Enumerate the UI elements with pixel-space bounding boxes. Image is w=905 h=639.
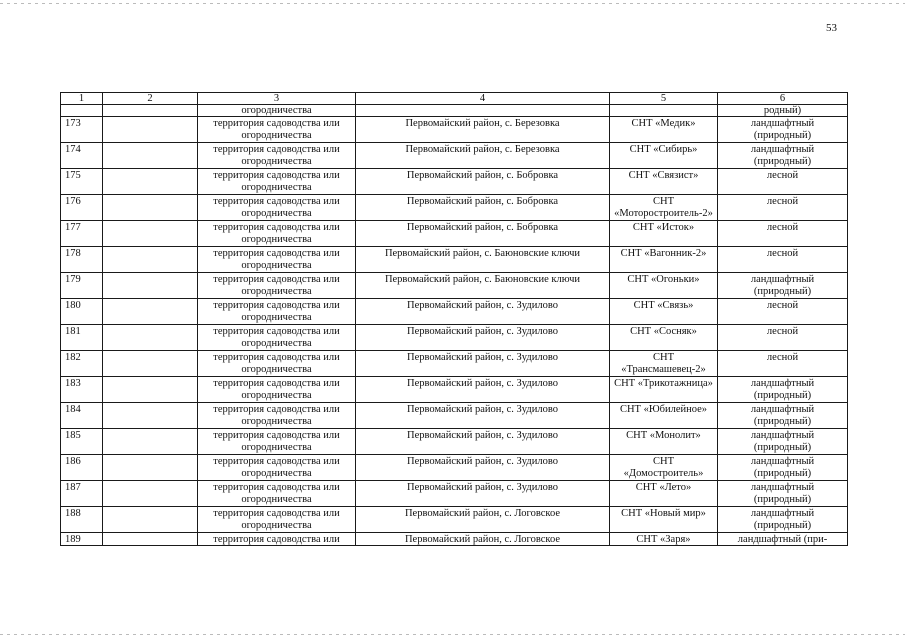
- table-row: [61, 403, 848, 429]
- row-location: Первомайский район, с. Баюновские ключи: [356, 247, 610, 273]
- table-row: [61, 507, 848, 533]
- row-location: Первомайский район, с. Березовка: [356, 117, 610, 143]
- row-name: СНТ «Монолит»: [610, 429, 718, 455]
- header-cell: 5: [610, 93, 718, 105]
- row-type: территория садоводства или огородничества: [198, 169, 356, 195]
- row-name: СНТ «Трансмашевец-2»: [610, 351, 718, 377]
- row-location: Первомайский район, с. Зудилово: [356, 351, 610, 377]
- settlements-table: [60, 92, 848, 546]
- scan-edge-top: [0, 3, 905, 4]
- continued-col2: [103, 105, 198, 117]
- row-name: СНТ «Домостроитель»: [610, 455, 718, 481]
- row-location: Первомайский район, с. Зудилово: [356, 299, 610, 325]
- row-number: 185: [61, 429, 103, 455]
- table-row: [61, 221, 848, 247]
- row-location: Первомайский район, с. Зудилово: [356, 325, 610, 351]
- row-category: лесной: [718, 221, 848, 247]
- table-row: [61, 169, 848, 195]
- row-number: 183: [61, 377, 103, 403]
- table-row: [61, 195, 848, 221]
- row-name: СНТ «Юбилейное»: [610, 403, 718, 429]
- row-location: Первомайский район, с. Зудилово: [356, 377, 610, 403]
- row-col2: [103, 117, 198, 143]
- row-location: Первомайский район, с. Бобровка: [356, 195, 610, 221]
- row-category: ландшафтный (при-: [718, 533, 848, 546]
- row-col2: [103, 403, 198, 429]
- continued-category: родный): [718, 105, 848, 117]
- header-cell: 6: [718, 93, 848, 105]
- row-col2: [103, 169, 198, 195]
- row-location: Первомайский район, с. Березовка: [356, 143, 610, 169]
- row-col2: [103, 481, 198, 507]
- row-name: СНТ «Трикотажница»: [610, 377, 718, 403]
- row-type: территория садоводства или огородничества: [198, 325, 356, 351]
- table-row: [61, 455, 848, 481]
- row-name: СНТ «Сибирь»: [610, 143, 718, 169]
- row-type: территория садоводства или огородничества: [198, 195, 356, 221]
- row-number: 180: [61, 299, 103, 325]
- row-category: ландшафтный (природный): [718, 377, 848, 403]
- row-col2: [103, 273, 198, 299]
- row-name: СНТ «Заря»: [610, 533, 718, 546]
- row-category: лесной: [718, 169, 848, 195]
- row-location: Первомайский район, с. Баюновские ключи: [356, 273, 610, 299]
- row-name: СНТ «Моторостроитель-2»: [610, 195, 718, 221]
- row-type: территория садоводства или огородничества: [198, 507, 356, 533]
- row-type: территория садоводства или огородничества: [198, 377, 356, 403]
- row-number: 188: [61, 507, 103, 533]
- row-location: Первомайский район, с. Зудилово: [356, 481, 610, 507]
- table-row: [61, 429, 848, 455]
- row-name: СНТ «Медик»: [610, 117, 718, 143]
- table-row: [61, 377, 848, 403]
- row-category: ландшафтный (природный): [718, 117, 848, 143]
- table-row: [61, 299, 848, 325]
- row-number: 174: [61, 143, 103, 169]
- page-number: 53: [826, 22, 837, 34]
- row-category: ландшафтный (природный): [718, 143, 848, 169]
- row-col2: [103, 325, 198, 351]
- row-location: Первомайский район, с. Бобровка: [356, 221, 610, 247]
- row-number: 175: [61, 169, 103, 195]
- row-type: территория садоводства или огородничества: [198, 143, 356, 169]
- row-number: 178: [61, 247, 103, 273]
- row-number: 186: [61, 455, 103, 481]
- continued-name: [610, 105, 718, 117]
- header-row: [61, 93, 848, 105]
- row-location: Первомайский район, с. Бобровка: [356, 169, 610, 195]
- row-type: территория садоводства или: [198, 533, 356, 546]
- header-cell: 1: [61, 93, 103, 105]
- row-number: 187: [61, 481, 103, 507]
- row-col2: [103, 377, 198, 403]
- row-category: лесной: [718, 351, 848, 377]
- row-location: Первомайский район, с. Логовское: [356, 507, 610, 533]
- row-col2: [103, 455, 198, 481]
- table-row: [61, 351, 848, 377]
- row-location: Первомайский район, с. Зудилово: [356, 429, 610, 455]
- table-row-partial: [61, 533, 848, 546]
- row-location: Первомайский район, с. Зудилово: [356, 403, 610, 429]
- table-row: [61, 273, 848, 299]
- row-col2: [103, 507, 198, 533]
- row-type: территория садоводства или огородничества: [198, 273, 356, 299]
- row-name: СНТ «Новый мир»: [610, 507, 718, 533]
- row-type: территория садоводства или огородничества: [198, 429, 356, 455]
- row-col2: [103, 143, 198, 169]
- row-type: территория садоводства или огородничества: [198, 403, 356, 429]
- row-number: 179: [61, 273, 103, 299]
- row-name: СНТ «Огоньки»: [610, 273, 718, 299]
- row-category: лесной: [718, 325, 848, 351]
- row-col2: [103, 195, 198, 221]
- row-category: ландшафтный (природный): [718, 507, 848, 533]
- row-type: территория садоводства или огородничества: [198, 247, 356, 273]
- row-col2: [103, 247, 198, 273]
- header-cell: 4: [356, 93, 610, 105]
- row-col2: [103, 299, 198, 325]
- continued-num: [61, 105, 103, 117]
- row-category: ландшафтный (природный): [718, 429, 848, 455]
- row-name: СНТ «Вагонник-2»: [610, 247, 718, 273]
- continued-row: [61, 105, 848, 117]
- header-cell: 3: [198, 93, 356, 105]
- row-col2: [103, 351, 198, 377]
- row-number: 176: [61, 195, 103, 221]
- row-name: СНТ «Лето»: [610, 481, 718, 507]
- row-name: СНТ «Связь»: [610, 299, 718, 325]
- row-location: Первомайский район, с. Зудилово: [356, 455, 610, 481]
- table-row: [61, 325, 848, 351]
- row-name: СНТ «Исток»: [610, 221, 718, 247]
- row-location: Первомайский район, с. Логовское: [356, 533, 610, 546]
- continued-location: [356, 105, 610, 117]
- row-number: 189: [61, 533, 103, 546]
- row-category: ландшафтный (природный): [718, 273, 848, 299]
- table-row: [61, 481, 848, 507]
- row-category: ландшафтный (природный): [718, 455, 848, 481]
- row-number: 182: [61, 351, 103, 377]
- row-type: территория садоводства или огородничества: [198, 117, 356, 143]
- row-name: СНТ «Связист»: [610, 169, 718, 195]
- table-row: [61, 247, 848, 273]
- row-category: лесной: [718, 195, 848, 221]
- row-type: территория садоводства или огородничества: [198, 299, 356, 325]
- scan-edge-bottom: [0, 634, 905, 635]
- row-category: ландшафтный (природный): [718, 403, 848, 429]
- row-type: территория садоводства или огородничества: [198, 455, 356, 481]
- table-row: [61, 143, 848, 169]
- row-category: лесной: [718, 247, 848, 273]
- row-col2: [103, 221, 198, 247]
- continued-type: огородничества: [198, 105, 356, 117]
- row-number: 184: [61, 403, 103, 429]
- row-col2: [103, 429, 198, 455]
- row-col2: [103, 533, 198, 546]
- row-category: ландшафтный (природный): [718, 481, 848, 507]
- row-number: 181: [61, 325, 103, 351]
- row-type: территория садоводства или огородничества: [198, 221, 356, 247]
- row-type: территория садоводства или огородничества: [198, 481, 356, 507]
- row-type: территория садоводства или огородничества: [198, 351, 356, 377]
- row-number: 173: [61, 117, 103, 143]
- row-category: лесной: [718, 299, 848, 325]
- row-number: 177: [61, 221, 103, 247]
- header-cell: 2: [103, 93, 198, 105]
- row-name: СНТ «Сосняк»: [610, 325, 718, 351]
- table-row: [61, 117, 848, 143]
